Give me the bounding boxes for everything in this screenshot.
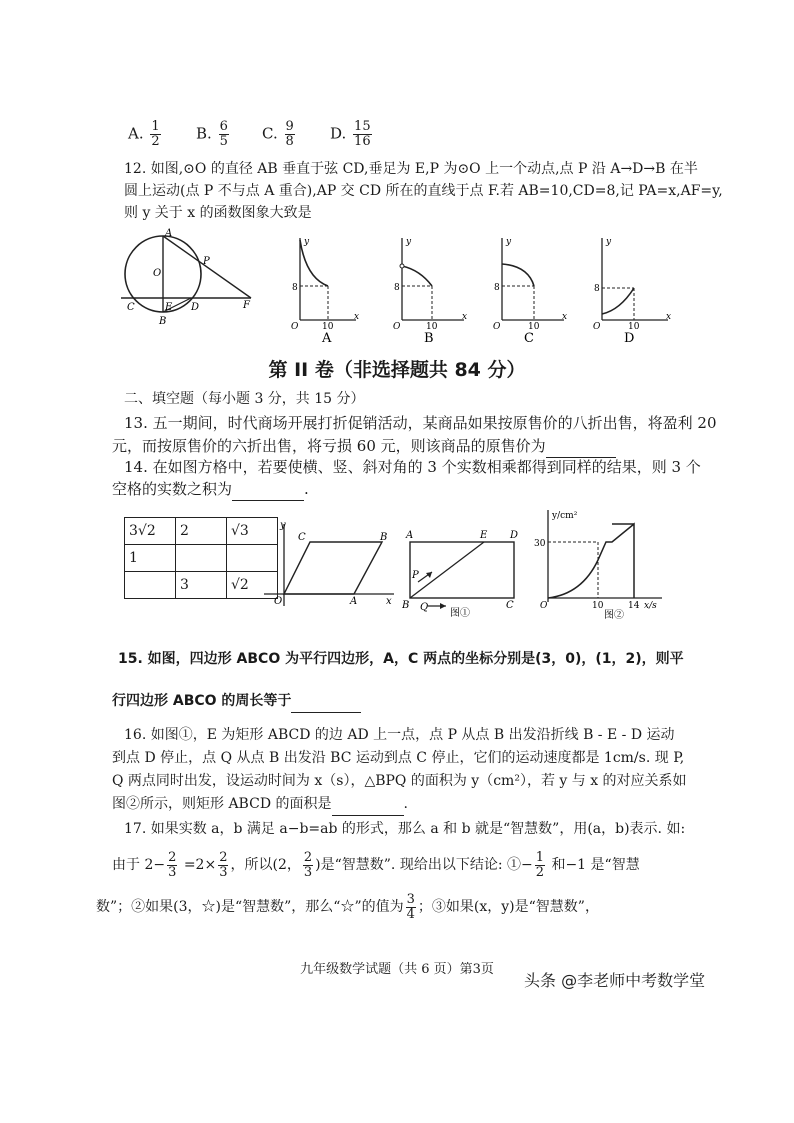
y-label: y bbox=[606, 237, 612, 247]
watermark: 头条 @李老师中考数学堂 bbox=[524, 971, 706, 990]
q16-answer-blank bbox=[332, 793, 404, 816]
numerator: 15 bbox=[354, 119, 371, 134]
q11-option-a bbox=[128, 120, 163, 149]
magic-square bbox=[124, 517, 278, 599]
label-p: P bbox=[203, 256, 210, 267]
origin-label: O bbox=[291, 322, 299, 332]
numerator: 2 bbox=[219, 849, 228, 865]
label-b: B bbox=[402, 600, 410, 611]
graph-label: A bbox=[322, 331, 332, 344]
rectangle-abcd bbox=[410, 542, 514, 598]
grid-cell: 3 bbox=[176, 572, 227, 599]
fraction-3-4 bbox=[406, 893, 416, 922]
q17-text: )是“智慧数”. 现给出以下结论: ①− bbox=[315, 857, 533, 873]
x-axis-label: x/s bbox=[644, 601, 657, 611]
numerator: 6 bbox=[219, 119, 228, 134]
fraction-2-3 bbox=[218, 851, 228, 880]
label-a: A bbox=[406, 530, 414, 541]
tick-10: 10 bbox=[592, 601, 604, 611]
label-y: y bbox=[280, 520, 286, 531]
line-apf bbox=[163, 236, 251, 298]
curve bbox=[502, 264, 534, 286]
tick-10: 10 bbox=[528, 322, 540, 332]
q15-line2 bbox=[112, 690, 361, 713]
grid-cell: 3√2 bbox=[125, 518, 176, 545]
period: . bbox=[304, 480, 309, 498]
circle-figure bbox=[115, 226, 265, 330]
label-c: C bbox=[506, 600, 514, 611]
q12-line2: 圆上运动(点 P 不与点 A 重合),AP 交 CD 所在的直线于点 F.若 AB=10,CD=8,记 PA=x,AF=y, bbox=[124, 183, 723, 199]
numerator: 2 bbox=[303, 849, 313, 865]
caption-fig1: 图① bbox=[450, 608, 470, 618]
graph-c bbox=[484, 228, 570, 344]
period: . bbox=[403, 796, 408, 812]
denominator: 8 bbox=[285, 134, 294, 149]
label-f: F bbox=[243, 300, 250, 311]
option-letter: C. bbox=[262, 124, 278, 143]
grid-cell: √3 bbox=[227, 518, 278, 545]
tick-30: 30 bbox=[534, 539, 546, 549]
denominator: 3 bbox=[303, 864, 313, 880]
q16-line3: Q 两点同时出发，设运动时间为 x（s），△BPQ 的面积为 y（cm²），若 y 与 x 的对应关系如 bbox=[112, 773, 687, 789]
origin-label: O bbox=[393, 322, 401, 332]
segment-be bbox=[410, 542, 484, 598]
y-axis-label: y/cm² bbox=[552, 511, 578, 521]
area-curve bbox=[548, 524, 634, 598]
numerator: 9 bbox=[285, 119, 294, 134]
q15-line1: 15. 如图，四边形 ABCO 为平行四边形，A，C 两点的坐标分别是(3，0)，(1，2)，则平 bbox=[118, 651, 684, 667]
tick-8: 8 bbox=[292, 283, 298, 293]
q16-line1: 16. 如图①，E 为矩形 ABCD 的边 AD 上一点，点 P 从点 B 出发沿折线 B - E - D 运动 bbox=[124, 727, 675, 743]
q13-line1: 13. 五一期间，时代商场开展打折促销活动，某商品如果按原售价的八折出售，将盈利 20 bbox=[124, 414, 717, 432]
graph-label: C bbox=[524, 331, 534, 344]
q16-line4 bbox=[112, 793, 408, 816]
denominator: 3 bbox=[219, 864, 228, 880]
fraction-2-3 bbox=[303, 851, 313, 880]
label-a: A bbox=[350, 596, 358, 607]
denominator: 2 bbox=[535, 864, 544, 880]
q13-line2-text: 元，而按原售价的六折出售，将亏损 60 元，则该商品的原售价为 bbox=[112, 437, 546, 455]
q12-line3: 则 y 关于 x 的函数图象大致是 bbox=[124, 205, 312, 221]
tick-8: 8 bbox=[494, 283, 500, 293]
q16-line2: 到点 D 停止，点 Q 从点 B 出发沿 BC 运动到点 C 停止，它们的运动速度都是 1cm/s. 现 P, bbox=[112, 750, 685, 766]
denominator: 5 bbox=[219, 134, 228, 149]
q17-text: ；③如果(x，y)是“智慧数”， bbox=[417, 899, 599, 915]
option-fraction bbox=[219, 120, 229, 149]
curve bbox=[602, 288, 634, 314]
numerator: 1 bbox=[151, 119, 160, 134]
q12-line1: 12. 如图,⊙O 的直径 AB 垂直于弦 CD,垂足为 E,P 为⊙O 上一个动点,点 P 沿 A→D→B 在半 bbox=[124, 161, 698, 177]
fraction-2-3 bbox=[167, 851, 177, 880]
graph-a bbox=[282, 228, 362, 344]
grid-row bbox=[125, 518, 278, 545]
area-graph-figure bbox=[532, 506, 672, 620]
open-point bbox=[400, 264, 404, 268]
origin-label: O bbox=[593, 322, 601, 332]
graph-d bbox=[584, 228, 674, 344]
option-fraction bbox=[353, 120, 372, 149]
q16-line4-text: 图②所示，则矩形 ABCD 的面积是 bbox=[112, 796, 332, 812]
grid-cell: 1 bbox=[125, 545, 176, 572]
q14-line2 bbox=[112, 478, 309, 501]
q14-line1: 14. 在如图方格中，若要使横、竖、斜对角的 3 个实数相乘都得到同样的结果，则 3 个 bbox=[124, 458, 701, 476]
option-fraction bbox=[285, 120, 295, 149]
tick-8: 8 bbox=[394, 283, 400, 293]
label-p: P bbox=[412, 570, 419, 581]
origin-label: O bbox=[540, 601, 548, 611]
q11-option-d bbox=[330, 120, 374, 149]
grid-cell: 2 bbox=[176, 518, 227, 545]
origin-label: O bbox=[493, 322, 501, 332]
caption-fig2: 图② bbox=[604, 610, 624, 620]
tick-8: 8 bbox=[594, 284, 600, 294]
label-o: O bbox=[274, 596, 283, 607]
label-x: x bbox=[386, 596, 392, 607]
label-b: B bbox=[380, 532, 388, 543]
q17-line2 bbox=[112, 850, 640, 880]
q14-answer-blank bbox=[232, 478, 304, 501]
section-title: 第 II 卷（非选择题共 84 分） bbox=[268, 359, 526, 381]
numerator: 2 bbox=[168, 849, 177, 865]
option-letter: B. bbox=[196, 124, 212, 143]
parallelogram-abco bbox=[284, 542, 382, 594]
q13-answer-blank bbox=[546, 435, 616, 458]
tick-10: 10 bbox=[628, 322, 640, 332]
q15-line2-text: 行四边形 ABCO 的周长等于 bbox=[112, 693, 292, 709]
fill-header: 二、填空题（每小题 3 分，共 15 分） bbox=[124, 391, 365, 407]
y-label: y bbox=[506, 237, 512, 247]
label-c: C bbox=[298, 532, 306, 543]
option-fraction bbox=[150, 120, 160, 149]
label-e: E bbox=[165, 302, 173, 313]
grid-cell bbox=[176, 545, 227, 572]
q17-line3 bbox=[96, 892, 599, 922]
x-label: x bbox=[666, 312, 672, 322]
tick-14: 14 bbox=[628, 601, 640, 611]
numerator: 3 bbox=[406, 891, 415, 907]
graph-label: B bbox=[424, 331, 434, 344]
q14-line2-text: 空格的实数之积为 bbox=[112, 480, 233, 498]
q17-line1: 17. 如果实数 a，b 满足 a−b=ab 的形式，那么 a 和 b 就是“智慧数”，用(a，b)表示. 如: bbox=[124, 821, 686, 837]
q17-text: ，所以(2， bbox=[230, 857, 301, 873]
x-label: x bbox=[462, 312, 468, 322]
q17-text: 和−1 是“智慧 bbox=[547, 857, 640, 873]
x-label: x bbox=[562, 312, 568, 322]
option-letter: A. bbox=[128, 124, 144, 143]
q11-option-b bbox=[196, 120, 231, 149]
label-q: Q bbox=[420, 602, 429, 613]
graph-b bbox=[384, 228, 470, 344]
denominator: 16 bbox=[354, 134, 371, 149]
denominator: 4 bbox=[406, 906, 415, 922]
label-o: O bbox=[153, 268, 162, 279]
page-footer: 九年级数学试题（共 6 页）第3页 bbox=[300, 962, 494, 977]
tick-10: 10 bbox=[426, 322, 438, 332]
label-d: D bbox=[510, 530, 519, 541]
denominator: 3 bbox=[168, 864, 177, 880]
grid-row bbox=[125, 572, 278, 599]
denominator: 2 bbox=[151, 134, 160, 149]
y-label: y bbox=[304, 237, 310, 247]
numerator: 1 bbox=[535, 849, 544, 865]
q17-text: 由于 2− bbox=[112, 857, 166, 873]
label-e: E bbox=[480, 530, 488, 541]
label-c: C bbox=[127, 302, 135, 313]
fraction-1-2 bbox=[535, 851, 545, 880]
tick-10: 10 bbox=[322, 322, 334, 332]
q-arrowhead bbox=[440, 603, 446, 609]
label-a: A bbox=[165, 228, 173, 239]
q15-answer-blank bbox=[291, 690, 361, 713]
q17-text: =2× bbox=[179, 857, 217, 873]
q17-text: 数”；②如果(3，☆)是“智慧数”，那么“☆”的值为 bbox=[96, 899, 404, 915]
grid-row bbox=[125, 545, 278, 572]
grid-cell: √2 bbox=[227, 572, 278, 599]
q13-line2 bbox=[112, 435, 616, 458]
q11-option-c bbox=[262, 120, 297, 149]
rectangle-figure bbox=[402, 526, 524, 618]
y-label: y bbox=[406, 237, 412, 247]
label-d: D bbox=[191, 302, 200, 313]
option-letter: D. bbox=[330, 124, 347, 143]
x-label: x bbox=[354, 312, 360, 322]
label-b: B bbox=[159, 316, 167, 327]
parallelogram-figure bbox=[258, 518, 398, 610]
curve bbox=[402, 266, 432, 286]
grid-cell bbox=[125, 572, 176, 599]
graph-label: D bbox=[624, 331, 635, 344]
